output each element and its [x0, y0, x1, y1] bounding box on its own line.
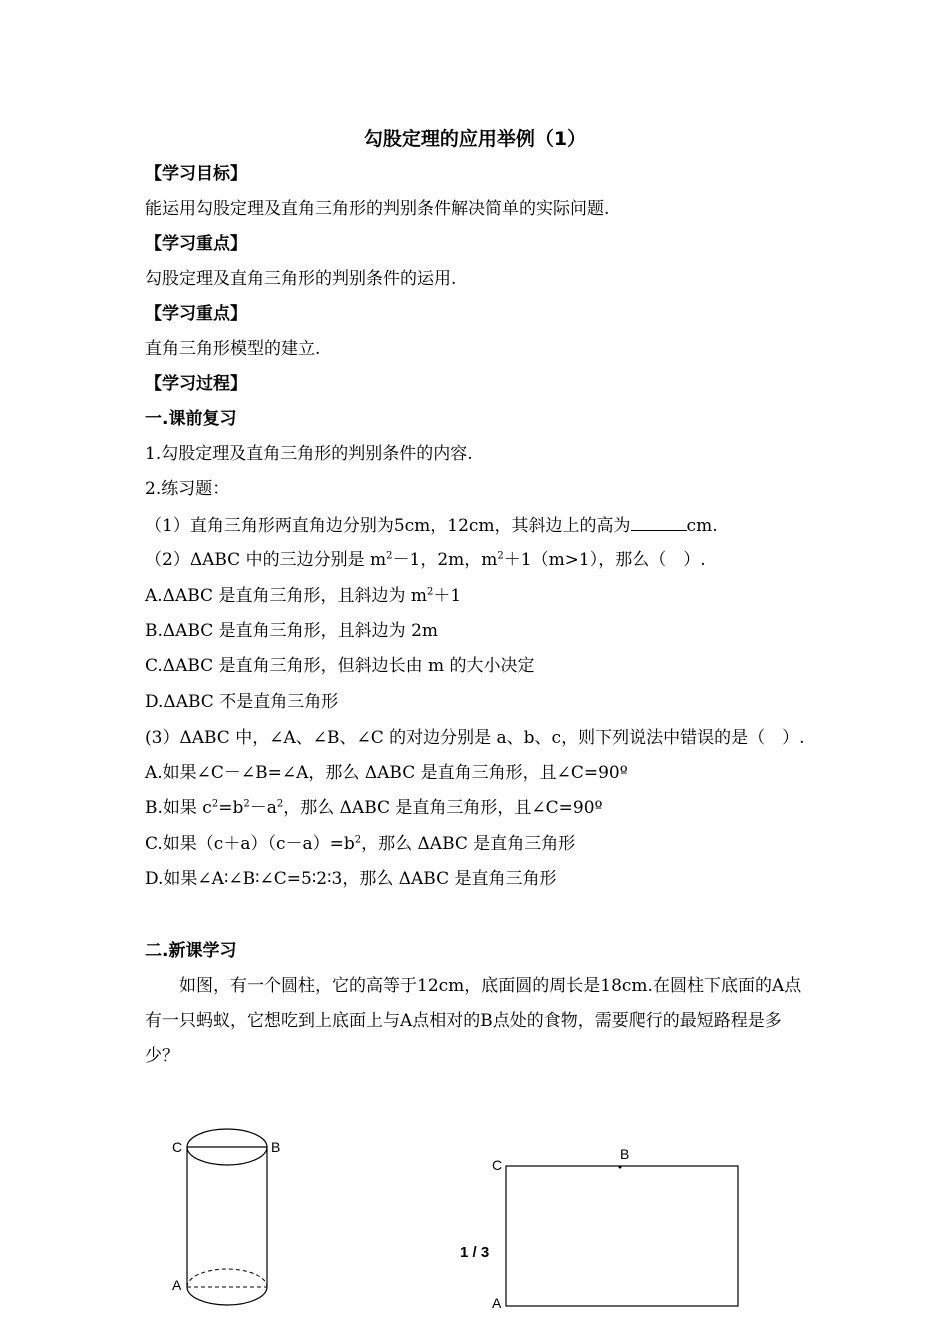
- unfolded-rectangle-figure: [500, 1160, 745, 1310]
- answer-blank[interactable]: [631, 514, 687, 531]
- question-2-option-b: B.ΔABC 是直角三角形，且斜边为 2m: [145, 621, 439, 641]
- question-3-option-d: D.如果∠A∶∠B∶∠C=5∶2∶3，那么 ΔABC 是直角三角形: [145, 869, 557, 889]
- q2-option-a-part: ＋1: [433, 586, 462, 606]
- superscript: 2: [386, 550, 393, 562]
- superscript: 2: [243, 798, 250, 810]
- process-heading: 【学习过程】: [145, 374, 247, 394]
- q2-stem-part: －1，2m，m: [392, 550, 498, 570]
- question-1: [145, 514, 718, 537]
- review-item-1: 1.勾股定理及直角三角形的判别条件的内容.: [145, 444, 473, 464]
- question-3-option-a: A.如果∠C－∠B=∠A，那么 ΔABC 是直角三角形，且∠C=90º: [145, 763, 628, 783]
- superscript: 2: [276, 798, 284, 810]
- cylinder-bottom-back-arc: [187, 1269, 267, 1287]
- question-2-stem: [145, 549, 706, 571]
- goal-text: 能运用勾股定理及直角三角形的判别条件解决简单的实际问题.: [145, 199, 610, 219]
- cylinder-bottom-front-arc: [187, 1287, 267, 1305]
- q3-option-c-part: C.如果（c＋a）（c－a）=b: [145, 834, 355, 854]
- q3-option-c-part: ，那么 ΔABC 是直角三角形: [361, 834, 576, 854]
- goal-heading: 【学习目标】: [145, 164, 247, 184]
- new-lesson-heading: 二.新课学习: [145, 941, 237, 961]
- q3-option-b-part: B.如果 c: [145, 798, 212, 818]
- q2-stem-part: （2）ΔABC 中的三边分别是 m: [145, 550, 387, 570]
- superscript: 2: [497, 550, 504, 562]
- question-1-suffix: cm.: [686, 516, 718, 536]
- review-heading: 一.课前复习: [145, 409, 237, 429]
- cylinder-label-a: A: [172, 1277, 182, 1293]
- difficulty-text: 直角三角形模型的建立.: [145, 339, 321, 359]
- rectangle-label-a: A: [492, 1295, 502, 1311]
- q3-option-b-part: ，那么 ΔABC 是直角三角形，且∠C=90º: [283, 798, 603, 818]
- question-3-option-b: [145, 797, 603, 819]
- rectangle-label-c: C: [492, 1157, 503, 1173]
- difficulty-heading: 【学习重点】: [145, 304, 247, 324]
- focus-heading: 【学习重点】: [145, 234, 247, 254]
- q3-option-b-part: =b: [218, 798, 244, 818]
- q2-option-a-part: A.ΔABC 是直角三角形，且斜边为 m: [145, 586, 427, 606]
- point-b-dot: [619, 1166, 622, 1169]
- new-lesson-problem: 如图，有一个圆柱，它的高等于12cm，底面圆的周长是18cm.在圆柱下底面的A点有一只蚂蚁，它想吃到上底面上与A点相对的B点处的食物，需要爬行的最短路程是多少？: [145, 976, 802, 1066]
- page-title: 勾股定理的应用举例（1）: [363, 128, 587, 150]
- q3-option-b-part: －a: [249, 798, 277, 818]
- superscript: 2: [354, 834, 362, 846]
- rectangle-label-b: B: [620, 1146, 630, 1162]
- rectangle-outline: [506, 1166, 738, 1306]
- question-2-option-d: D.ΔABC 不是直角三角形: [145, 692, 339, 712]
- q2-stem-part: ＋1（m>1），那么（ ）.: [503, 550, 706, 570]
- superscript: 2: [426, 586, 434, 598]
- review-item-2: 2.练习题：: [145, 479, 230, 499]
- page-number: 1 / 3: [460, 1244, 490, 1261]
- cylinder-label-b: B: [271, 1139, 281, 1155]
- question-2-option-a: [145, 585, 461, 607]
- superscript: 2: [211, 798, 219, 810]
- focus-text: 勾股定理及直角三角形的判别条件的运用.: [145, 269, 457, 289]
- question-3-option-c: [145, 833, 575, 855]
- cylinder-figure: [180, 1125, 280, 1315]
- question-1-prefix: （1）直角三角形两直角边分别为5cm，12cm，其斜边上的高为: [145, 516, 631, 536]
- cylinder-label-c: C: [172, 1139, 183, 1155]
- question-3-stem: (3）ΔABC 中，∠A、∠B、∠C 的对边分别是 a、b、c，则下列说法中错误的是（ ）.: [145, 728, 805, 748]
- question-2-option-c: C.ΔABC 是直角三角形，但斜边长由 m 的大小决定: [145, 656, 535, 676]
